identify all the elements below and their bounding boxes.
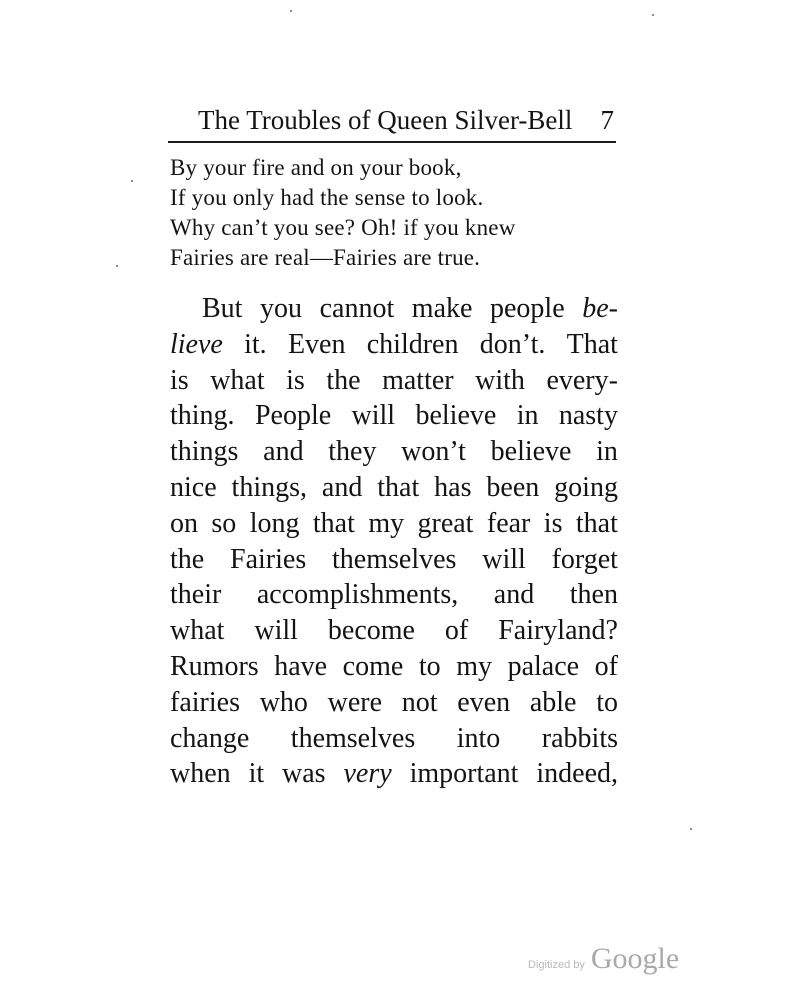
prose-word: become — [327, 615, 415, 647]
prose-word: into — [456, 722, 501, 754]
prose-word: was — [282, 758, 326, 790]
running-head — [168, 103, 616, 143]
prose-word: the — [170, 543, 205, 575]
prose-word: matter — [382, 364, 454, 396]
prose-word: rabbits — [541, 722, 618, 754]
prose-word: my — [456, 650, 492, 682]
prose-word: then — [569, 579, 618, 611]
prose-word: of — [444, 615, 469, 647]
prose-line — [170, 613, 618, 649]
prose-word: Fairies — [230, 543, 307, 575]
prose-word: were — [327, 686, 383, 718]
prose-word: things, — [231, 471, 308, 503]
prose-word: that — [575, 507, 618, 539]
prose-word: forget — [551, 543, 618, 575]
scan-speck — [131, 180, 133, 182]
scan-speck — [116, 265, 118, 267]
prose-word: when — [170, 758, 231, 790]
prose-word: nasty — [558, 400, 618, 432]
prose-word: so — [211, 507, 237, 539]
prose-word: and — [263, 436, 304, 468]
prose-word: even — [457, 686, 511, 718]
prose-word: But — [202, 293, 243, 324]
prose-word: won’t — [401, 436, 466, 468]
prose-word: my — [368, 507, 405, 539]
prose-word: that — [312, 507, 355, 539]
prose-line — [170, 649, 618, 685]
prose-word: what — [210, 364, 265, 396]
prose-line — [170, 577, 618, 613]
prose-word: important — [409, 758, 519, 790]
prose-word: in — [596, 436, 618, 468]
verse-line: Fairies are real—Fairies are true. — [170, 245, 481, 270]
prose-line — [170, 327, 618, 363]
prose-word: it — [248, 758, 265, 790]
prose-word: on — [170, 507, 198, 539]
prose-line — [170, 685, 618, 721]
scan-speck — [690, 828, 692, 830]
prose-word: Even — [287, 328, 346, 360]
prose-word: is — [170, 364, 189, 396]
prose-word: to — [596, 686, 618, 718]
prose-word: great — [417, 507, 474, 539]
prose-word: come — [342, 650, 404, 682]
prose-word: thing. — [170, 400, 235, 432]
prose-word: make — [411, 293, 473, 324]
prose-word: things — [170, 436, 239, 468]
prose-word: with — [475, 364, 525, 396]
prose-word: it. — [244, 328, 267, 360]
prose-word: in — [516, 400, 539, 432]
prose-word: will — [482, 543, 526, 575]
prose-word: themselves — [332, 543, 457, 575]
prose-word: the — [326, 364, 361, 396]
prose-word: and — [493, 579, 535, 611]
prose-word: is — [543, 507, 563, 539]
prose-word: very — [343, 758, 392, 790]
prose-word: going — [554, 471, 618, 503]
prose-word: is — [286, 364, 305, 396]
prose-word: of — [594, 650, 618, 682]
prose-word: you — [260, 293, 303, 324]
scan-speck — [652, 14, 654, 16]
prose-word: be- — [582, 293, 618, 324]
prose-line — [170, 542, 618, 578]
prose-word: themselves — [290, 722, 416, 754]
prose-word: don’t. — [479, 328, 546, 360]
prose-word: to — [418, 650, 441, 682]
prose-word: Rumors — [170, 650, 259, 682]
prose-word: children — [366, 328, 459, 360]
prose-word: That — [566, 328, 618, 360]
prose-line — [170, 291, 618, 327]
verse-stanza — [170, 153, 620, 273]
prose-word: every- — [546, 364, 618, 396]
prose-word: nice — [170, 471, 217, 503]
prose-word: they — [328, 436, 377, 468]
prose-word: accomplishments, — [256, 579, 459, 611]
prose-line — [170, 506, 618, 542]
prose-word: fairies — [170, 686, 240, 718]
prose-word: change — [170, 722, 250, 754]
page-number: 7 — [600, 105, 614, 135]
prose-word: able — [529, 686, 577, 718]
prose-line — [170, 363, 618, 399]
prose-word: believe — [490, 436, 572, 468]
prose-line — [170, 470, 618, 506]
prose-word: will — [254, 615, 298, 647]
prose-word: People — [254, 400, 332, 432]
verse-line: If you only had the sense to look. — [170, 185, 484, 210]
prose-word: long — [249, 507, 300, 539]
prose-word: people — [490, 293, 565, 324]
prose-word: fear — [486, 507, 531, 539]
prose-word: cannot — [319, 293, 395, 324]
prose-word: not — [401, 686, 438, 718]
prose-word: their — [170, 579, 222, 611]
prose-word: have — [274, 650, 328, 682]
prose-paragraph — [170, 291, 618, 792]
verse-line: Why can’t you see? Oh! if you knew — [170, 215, 516, 240]
prose-line — [170, 434, 618, 470]
prose-word: has — [434, 471, 472, 503]
digitized-watermark — [528, 942, 679, 976]
prose-word: believe — [415, 400, 497, 432]
prose-word: will — [351, 400, 396, 432]
prose-word: Fairyland? — [498, 615, 618, 647]
prose-word: and — [321, 471, 363, 503]
prose-word: lieve — [170, 328, 223, 360]
running-title: The Troubles of Queen Silver-Bell — [198, 105, 573, 135]
verse-line: By your fire and on your book, — [170, 155, 462, 180]
prose-word: indeed, — [536, 758, 618, 790]
google-logo: Google — [590, 942, 680, 975]
watermark-prefix: Digitized by — [528, 959, 585, 971]
prose-word: that — [377, 471, 420, 503]
prose-word: palace — [507, 650, 580, 682]
prose-word: who — [259, 686, 308, 718]
prose-word: what — [170, 615, 225, 647]
prose-line — [170, 398, 618, 434]
scan-speck — [290, 10, 292, 12]
prose-line — [170, 721, 618, 757]
prose-word: been — [486, 471, 540, 503]
prose-line — [170, 756, 618, 792]
